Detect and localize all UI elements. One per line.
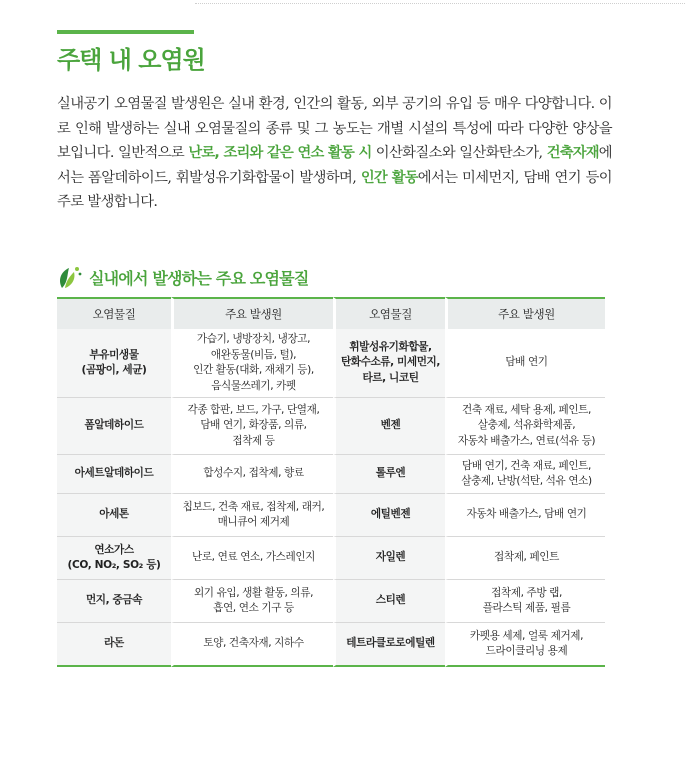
- page-title: 주택 내 오염원: [57, 46, 205, 74]
- cell-line: 스티렌: [375, 594, 406, 607]
- pollutant-name-cell: [333, 580, 445, 623]
- source-cell: [171, 580, 333, 623]
- leaf-icon: [57, 264, 83, 290]
- cell-line: 자일렌: [375, 551, 406, 564]
- cell-line: 각종 합판, 보드, 가구, 단열재,: [187, 403, 320, 416]
- intro-highlight-human-activity: 인간 활동: [360, 169, 418, 186]
- cell-line: 아세트알데하이드: [74, 467, 154, 480]
- header-pollutant-left: 오염물질: [57, 297, 171, 329]
- pollutant-name-cell: [333, 537, 445, 580]
- source-cell: [171, 398, 333, 455]
- pollutant-name-cell: [57, 623, 171, 667]
- cell-line: 아세톤: [99, 508, 129, 521]
- cell-line: 담배 연기: [505, 356, 548, 369]
- cell-line: (곰팡이, 세균): [81, 364, 147, 376]
- source-cell: [171, 537, 333, 580]
- pollutant-name-cell: [333, 455, 445, 494]
- cell-line: 접착제 등: [232, 434, 275, 447]
- title-accent-bar: [57, 30, 194, 34]
- pollutant-name-cell: [57, 329, 171, 398]
- source-cell: [171, 455, 333, 494]
- cell-line: 난로, 연료 연소, 가스레인지: [191, 551, 315, 564]
- cell-line: 합성수지, 접착제, 향료: [203, 467, 304, 480]
- cell-line: 타르, 니코틴: [362, 371, 419, 384]
- cell-line: 음식물쓰레기, 카펫: [211, 379, 296, 392]
- cell-line: 접착제, 페인트: [494, 551, 559, 564]
- pollutant-name-cell: [333, 329, 445, 398]
- cell-line: 폼알데하이드: [84, 419, 144, 432]
- table-row: [57, 623, 605, 667]
- cell-line: 자동차 배출가스, 연료(석유 등): [457, 434, 596, 447]
- cell-line: 부유미생물: [89, 348, 139, 361]
- source-cell: [445, 398, 605, 455]
- cell-line: 가습기, 냉방장치, 냉장고,: [196, 333, 311, 345]
- pollutant-name-cell: [57, 580, 171, 623]
- cell-line: 살충제, 석유화학제품,: [477, 419, 576, 432]
- intro-highlight-building-materials: 건축자재: [546, 145, 599, 161]
- pollutant-name-cell: [57, 455, 171, 494]
- source-cell: [445, 329, 605, 398]
- table-row: [57, 537, 605, 580]
- source-cell: [171, 329, 333, 398]
- pollutant-name-cell: [57, 398, 171, 455]
- source-cell: [445, 580, 605, 623]
- cell-line: 탄화수소류, 미세먼지,: [340, 356, 441, 369]
- intro-text-2: 이산화질소와 일산화탄소가,: [371, 145, 547, 161]
- cell-line: 휘발성유기화합물,: [349, 340, 432, 353]
- header-source-left: 주요 발생원: [171, 297, 333, 329]
- cell-line: 에틸벤젠: [370, 508, 411, 521]
- table-row: [57, 398, 605, 455]
- intro-text-3: 에서는 폼알데하이드, 휘발성유기화합물이 발생하며,: [57, 145, 612, 186]
- cell-line: 건축 재료, 세탁 용제, 페인트,: [462, 403, 591, 416]
- pollutant-name-cell: [57, 537, 171, 580]
- source-cell: [445, 455, 605, 494]
- cell-line: 애완동물(비듬, 털),: [210, 348, 297, 361]
- source-cell: [445, 494, 605, 537]
- cell-line: 먼지, 중금속: [85, 594, 143, 607]
- intro-text-1: 실내공기 오염물질 발생원은 실내 환경, 인간의 활동, 외부 공기의 유입 등 매우 다양합니다. 이로 인해 발생하는 실내 오염물질의 종류 및 그 농도는 개별 시설의 특성에 따라 다양한 양상을 보입니다. 일반적으로: [57, 96, 612, 161]
- intro-highlight-combustion: 난로, 조리와 같은 연소 활동 시: [188, 145, 372, 161]
- pollutant-name-cell: [333, 623, 445, 667]
- cell-line: (CO, NO₂, SO₂ 등): [67, 559, 161, 571]
- cell-line: 연소가스: [94, 543, 134, 556]
- table-row: [57, 580, 605, 623]
- cell-line: 인간 활동(대화, 재채기 등),: [193, 364, 314, 376]
- cell-line: 흡연, 연소 기구 등: [213, 602, 294, 614]
- cell-line: 칩보드, 건축 재료, 접착제, 래커,: [182, 500, 325, 513]
- cell-line: 담배 연기, 화장품, 의류,: [200, 419, 307, 432]
- section-heading: [57, 264, 309, 290]
- cell-line: 매니큐어 제거제: [217, 516, 290, 528]
- pollutant-name-cell: [57, 494, 171, 537]
- table-row: [57, 494, 605, 537]
- cell-line: 플라스틱 제품, 필름: [482, 602, 571, 614]
- cell-line: 테트라클로로에틸렌: [346, 637, 435, 650]
- cell-line: 자동차 배출가스, 담배 연기: [466, 508, 587, 521]
- pollutant-name-cell: [333, 398, 445, 455]
- cell-line: 톨루엔: [375, 467, 406, 480]
- top-dotted-rule: [195, 3, 685, 4]
- source-cell: [171, 623, 333, 667]
- intro-paragraph: [57, 92, 612, 215]
- cell-line: 외기 유입, 생활 활동, 의류,: [193, 586, 314, 599]
- cell-line: 드라이클리닝 용제: [485, 645, 568, 657]
- cell-line: 카펫용 세제, 얼룩 제거제,: [469, 629, 584, 642]
- table-header-row: [57, 297, 605, 329]
- pollutant-table: [57, 297, 605, 667]
- table-row: [57, 455, 605, 494]
- intro-text-4: 에서는 미세먼지, 담배 연기 등이 주로 발생합니다.: [57, 169, 613, 210]
- cell-line: 접착제, 주방 랩,: [491, 586, 562, 599]
- cell-line: 벤젠: [380, 419, 401, 432]
- section-title: 실내에서 발생하는 주요 오염물질: [89, 268, 309, 288]
- cell-line: 담배 연기, 건축 재료, 페인트,: [462, 459, 591, 472]
- cell-line: 토양, 건축자재, 지하수: [203, 637, 304, 650]
- table-row: [57, 329, 605, 398]
- cell-line: 살충제, 난방(석탄, 석유 연소): [461, 475, 592, 487]
- cell-line: 라돈: [104, 637, 124, 650]
- source-cell: [445, 623, 605, 667]
- pollutant-name-cell: [333, 494, 445, 537]
- header-source-right: 주요 발생원: [445, 297, 605, 329]
- header-pollutant-right: 오염물질: [333, 297, 445, 329]
- source-cell: [171, 494, 333, 537]
- source-cell: [445, 537, 605, 580]
